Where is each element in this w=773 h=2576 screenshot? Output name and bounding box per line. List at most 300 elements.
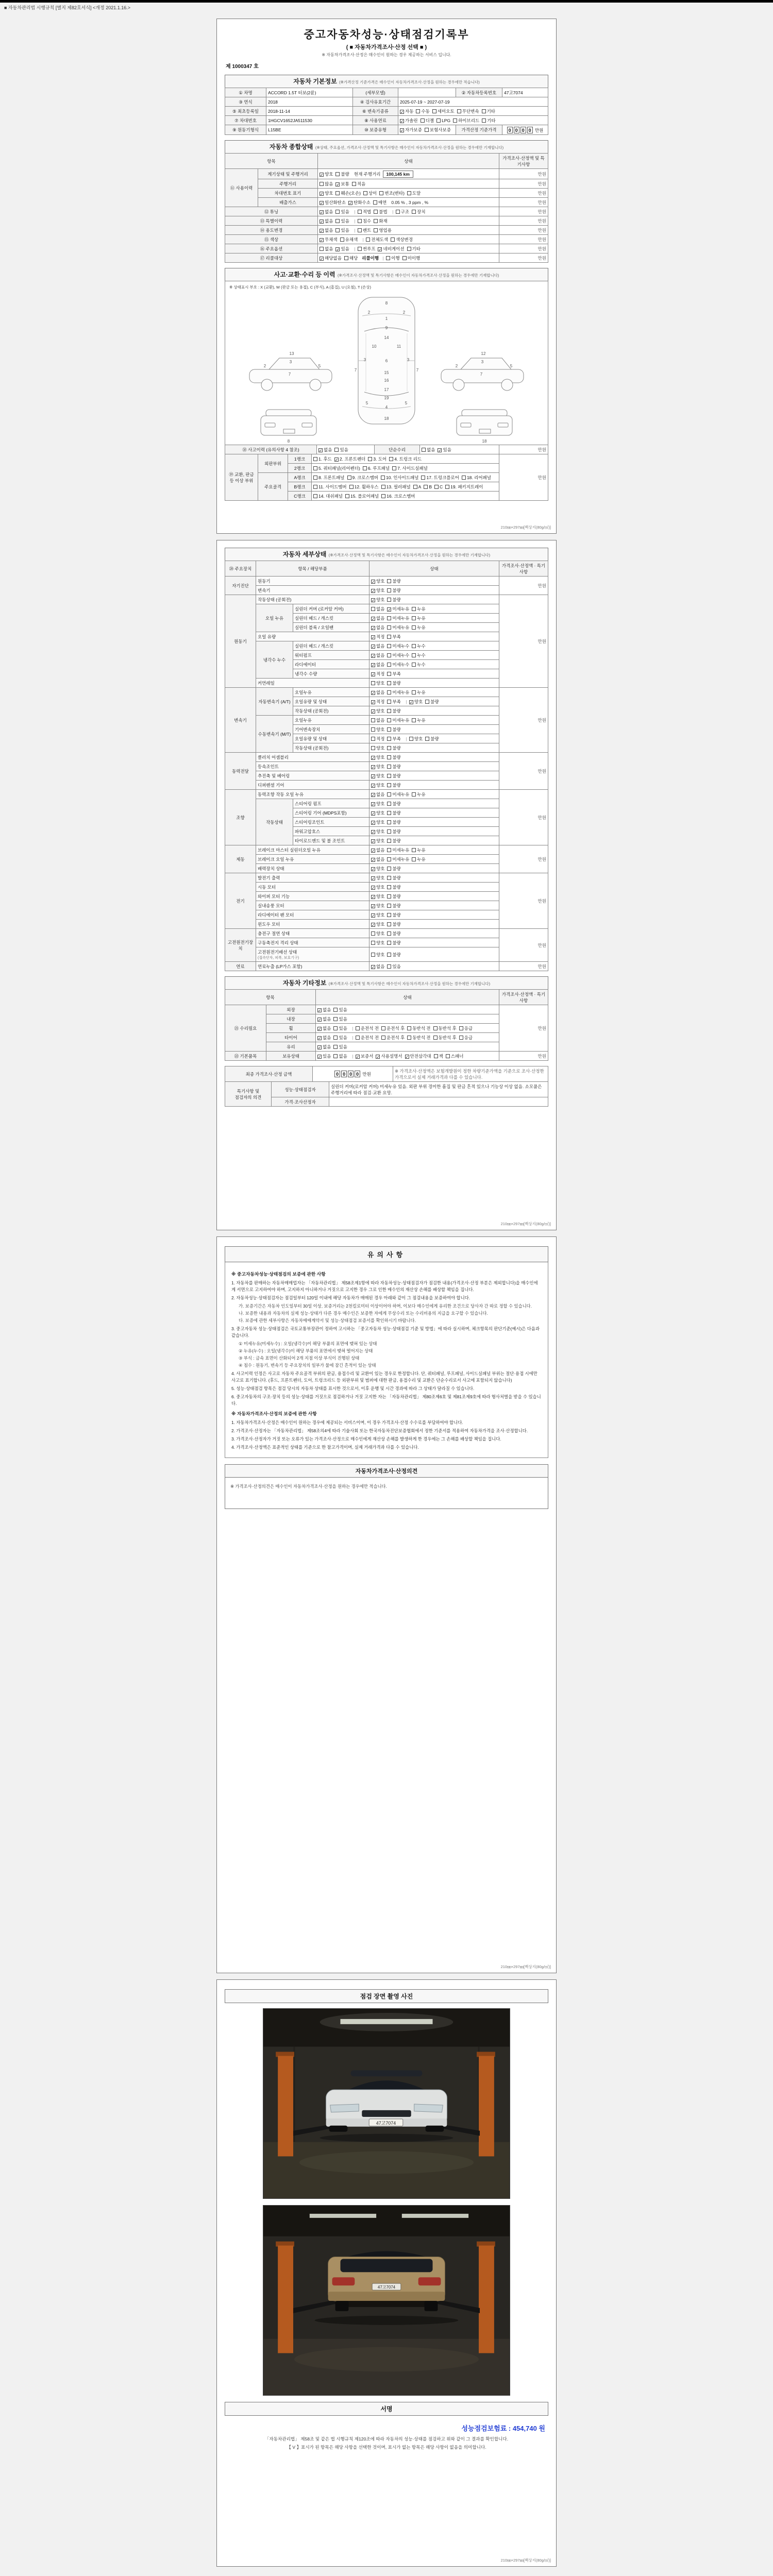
checkbox-icon[interactable]: [407, 191, 411, 195]
checkbox-icon[interactable]: [412, 644, 416, 648]
checkbox-icon[interactable]: ✓: [372, 848, 375, 853]
checkbox-icon[interactable]: ✓: [320, 256, 324, 261]
checkbox-option[interactable]: 미세누유: [387, 624, 409, 631]
checkbox-icon[interactable]: ✓: [372, 598, 375, 603]
checkbox-option[interactable]: ✓ 탄화수소: [349, 199, 371, 206]
checkbox-icon[interactable]: [387, 635, 391, 639]
checkbox-icon[interactable]: ✓: [376, 1054, 380, 1059]
checkbox-option[interactable]: 불량: [387, 810, 400, 816]
checkbox-icon[interactable]: [425, 737, 429, 741]
checkbox-option[interactable]: 4. 트렁크 리드: [389, 456, 422, 462]
price-digit[interactable]: 0: [514, 127, 519, 133]
checkbox-icon[interactable]: [412, 663, 416, 667]
checkbox-option[interactable]: 부족: [387, 634, 400, 640]
checkbox-icon[interactable]: [320, 182, 324, 186]
price-digit[interactable]: 0: [520, 127, 526, 133]
checkbox-icon[interactable]: [407, 1036, 411, 1040]
checkbox-icon[interactable]: [313, 494, 317, 498]
checkbox-icon[interactable]: [387, 811, 391, 815]
checkbox-option[interactable]: ✓ 해당없음: [320, 255, 342, 261]
checkbox-icon[interactable]: ✓: [405, 1054, 409, 1059]
checkbox-icon[interactable]: ✓: [372, 885, 375, 890]
checkbox-option[interactable]: 누유: [412, 717, 425, 723]
checkbox-option[interactable]: 누유: [412, 791, 425, 798]
checkbox-option[interactable]: 운전석 후: [381, 1035, 405, 1041]
checkbox-option[interactable]: 부족: [387, 671, 400, 677]
checkbox-icon[interactable]: [368, 457, 372, 461]
checkbox-option[interactable]: 디젤: [421, 117, 434, 124]
checkbox-option[interactable]: ✓ 미세누유: [388, 606, 410, 612]
checkbox-option[interactable]: 19. 패키지트레이: [445, 484, 483, 490]
checkbox-icon[interactable]: ✓: [320, 191, 324, 196]
checkbox-option[interactable]: 9. 크로스멤버: [347, 474, 379, 481]
checkbox-icon[interactable]: ✓: [372, 839, 375, 844]
checkbox-option[interactable]: 불량: [387, 921, 400, 927]
checkbox-option[interactable]: 10. 인사이드패널: [381, 474, 418, 481]
checkbox-option[interactable]: 있음: [333, 1044, 347, 1050]
checkbox-option[interactable]: 동반석 후: [433, 1025, 457, 1031]
checkbox-option[interactable]: ✓ 양호: [372, 884, 385, 890]
checkbox-option[interactable]: 응급: [459, 1025, 473, 1031]
checkbox-icon[interactable]: [407, 247, 411, 251]
checkbox-icon[interactable]: [340, 238, 344, 242]
checkbox-option[interactable]: ✓ 사용설명서: [376, 1053, 402, 1059]
checkbox-option[interactable]: ✓ 없음: [372, 847, 385, 853]
checkbox-icon[interactable]: [482, 118, 486, 123]
checkbox-icon[interactable]: [356, 1036, 360, 1040]
checkbox-option[interactable]: 운전석 전: [356, 1025, 379, 1031]
checkbox-icon[interactable]: [433, 1036, 438, 1040]
checkbox-option[interactable]: ✓ 양호: [372, 708, 385, 714]
checkbox-option[interactable]: ✓ 양호: [372, 801, 385, 807]
checkbox-icon[interactable]: [387, 964, 391, 969]
checkbox-option[interactable]: 불량: [387, 903, 400, 909]
checkbox-icon[interactable]: [392, 466, 396, 470]
checkbox-icon[interactable]: [396, 210, 400, 214]
checkbox-option[interactable]: 13. 필러패널: [381, 484, 411, 490]
checkbox-icon[interactable]: [387, 681, 391, 685]
checkbox-icon[interactable]: [366, 238, 370, 242]
checkbox-option[interactable]: ✓ 없음: [372, 662, 385, 668]
checkbox-icon[interactable]: [387, 839, 391, 843]
checkbox-option[interactable]: ✓ 보통: [336, 181, 349, 187]
checkbox-icon[interactable]: [379, 191, 383, 195]
checkbox-option[interactable]: 불량: [387, 680, 400, 686]
checkbox-option[interactable]: ✓ 양호: [372, 578, 385, 584]
checkbox-icon[interactable]: [371, 953, 375, 957]
checkbox-option[interactable]: 많음: [320, 181, 333, 187]
checkbox-option[interactable]: C: [434, 484, 443, 489]
checkbox-option[interactable]: 동반석 전: [407, 1035, 430, 1041]
checkbox-icon[interactable]: [446, 1054, 450, 1058]
price-digit[interactable]: 0: [341, 1071, 347, 1077]
checkbox-icon[interactable]: [387, 931, 391, 936]
checkbox-icon[interactable]: [374, 219, 378, 223]
checkbox-option[interactable]: 부족: [387, 699, 400, 705]
checkbox-icon[interactable]: [387, 913, 391, 917]
checkbox-icon[interactable]: ✓: [372, 904, 375, 909]
checkbox-icon[interactable]: [459, 1036, 463, 1040]
checkbox-icon[interactable]: [358, 219, 362, 223]
checkbox-icon[interactable]: [387, 867, 391, 871]
checkbox-option[interactable]: ✓ 없음: [320, 218, 333, 224]
checkbox-icon[interactable]: ✓: [372, 867, 375, 872]
checkbox-icon[interactable]: [387, 588, 391, 592]
checkbox-icon[interactable]: ✓: [372, 663, 375, 668]
checkbox-option[interactable]: 7. 사이드실패널: [392, 465, 428, 471]
checkbox-option[interactable]: ✓ 없음: [372, 689, 385, 696]
checkbox-option[interactable]: 미세누수: [387, 652, 409, 658]
checkbox-option[interactable]: 불량: [387, 930, 400, 937]
checkbox-option[interactable]: 누수: [412, 662, 425, 668]
checkbox-icon[interactable]: ✓: [372, 913, 375, 918]
checkbox-option[interactable]: 18. 리어패널: [462, 474, 491, 481]
checkbox-icon[interactable]: [371, 681, 375, 685]
checkbox-option[interactable]: 적정: [371, 736, 384, 742]
checkbox-icon[interactable]: [333, 1008, 338, 1012]
checkbox-icon[interactable]: [387, 820, 391, 824]
checkbox-option[interactable]: ✓ 양호: [372, 782, 385, 788]
checkbox-option[interactable]: ✓ 양호: [372, 875, 385, 881]
checkbox-option[interactable]: A: [413, 484, 422, 489]
checkbox-option[interactable]: 불량: [387, 597, 400, 603]
checkbox-icon[interactable]: [412, 607, 416, 611]
checkbox-icon[interactable]: [363, 466, 367, 470]
checkbox-option[interactable]: 불량: [425, 699, 439, 705]
checkbox-option[interactable]: 색상변경: [391, 236, 413, 243]
checkbox-icon[interactable]: ✓: [372, 616, 375, 621]
checkbox-icon[interactable]: [424, 485, 428, 489]
checkbox-icon[interactable]: [387, 690, 391, 694]
checkbox-option[interactable]: 잭: [434, 1053, 443, 1059]
checkbox-option[interactable]: 있음: [333, 1035, 347, 1041]
checkbox-icon[interactable]: ✓: [334, 457, 339, 462]
checkbox-icon[interactable]: ✓: [320, 219, 324, 224]
checkbox-option[interactable]: B: [424, 484, 432, 489]
checkbox-option[interactable]: 영업용: [374, 227, 392, 233]
checkbox-option[interactable]: 유채색: [340, 236, 358, 243]
checkbox-option[interactable]: 불량: [387, 578, 400, 584]
checkbox-icon[interactable]: [335, 210, 340, 214]
checkbox-icon[interactable]: [387, 644, 391, 648]
checkbox-option[interactable]: 양호: [371, 745, 384, 751]
checkbox-option[interactable]: 불량: [387, 875, 400, 881]
checkbox-option[interactable]: 미세누유: [387, 856, 409, 862]
checkbox-icon[interactable]: [432, 109, 436, 113]
checkbox-icon[interactable]: [412, 616, 416, 620]
checkbox-option[interactable]: 전체도색: [366, 236, 388, 243]
checkbox-option[interactable]: ✓ 없음: [318, 1007, 331, 1013]
checkbox-icon[interactable]: [387, 922, 391, 926]
checkbox-option[interactable]: 양호: [409, 736, 423, 742]
checkbox-option[interactable]: ✓ 양호: [372, 597, 385, 603]
checkbox-option[interactable]: 미세누유: [387, 615, 409, 621]
checkbox-option[interactable]: ✓ 없음: [318, 1025, 331, 1031]
checkbox-option[interactable]: ✓ 네비게이션: [378, 246, 405, 252]
checkbox-option[interactable]: 불량: [335, 171, 349, 177]
checkbox-icon[interactable]: ✓: [372, 811, 375, 816]
checkbox-icon[interactable]: ✓: [372, 700, 375, 705]
checkbox-icon[interactable]: [387, 653, 391, 657]
checkbox-option[interactable]: ✓ 양호: [372, 921, 385, 927]
checkbox-option[interactable]: ✓ 없음: [318, 1016, 331, 1022]
checkbox-option[interactable]: 운전석 후: [381, 1025, 405, 1031]
checkbox-option[interactable]: ✓ 적정: [372, 634, 385, 640]
checkbox-option[interactable]: ✓ 없음: [318, 1044, 331, 1050]
price-digit[interactable]: 0: [334, 1071, 340, 1077]
checkbox-icon[interactable]: ✓: [400, 109, 404, 114]
checkbox-option[interactable]: 양호: [371, 940, 384, 946]
checkbox-icon[interactable]: [387, 663, 391, 667]
price-digit[interactable]: 0: [527, 127, 533, 133]
checkbox-icon[interactable]: ✓: [318, 1036, 322, 1041]
checkbox-option[interactable]: 동반석 전: [407, 1025, 430, 1031]
checkbox-icon[interactable]: [333, 1054, 338, 1058]
checkbox-option[interactable]: 없음: [371, 606, 384, 612]
checkbox-icon[interactable]: [421, 118, 425, 123]
checkbox-option[interactable]: ✓ 양호: [372, 912, 385, 918]
checkbox-option[interactable]: 불량: [387, 952, 400, 958]
checkbox-option[interactable]: 미세누유: [387, 689, 409, 696]
checkbox-option[interactable]: 침수: [358, 218, 371, 224]
checkbox-icon[interactable]: ✓: [372, 644, 375, 649]
checkbox-icon[interactable]: [453, 118, 457, 123]
checkbox-option[interactable]: 양호: [371, 930, 384, 937]
checkbox-icon[interactable]: ✓: [409, 700, 413, 705]
checkbox-icon[interactable]: [387, 765, 391, 769]
checkbox-option[interactable]: 없음: [320, 246, 333, 252]
checkbox-option[interactable]: ✓ 없음: [319, 447, 332, 453]
checkbox-option[interactable]: ✓ 없음: [372, 856, 385, 862]
checkbox-option[interactable]: ✓ 없음: [372, 615, 385, 621]
checkbox-icon[interactable]: [387, 672, 391, 676]
checkbox-option[interactable]: 누유: [412, 615, 425, 621]
checkbox-icon[interactable]: ✓: [400, 118, 404, 124]
checkbox-option[interactable]: 화재: [374, 218, 387, 224]
checkbox-option[interactable]: 불량: [387, 764, 400, 770]
checkbox-option[interactable]: 스패너: [446, 1053, 464, 1059]
checkbox-option[interactable]: 있음: [335, 218, 349, 224]
checkbox-icon[interactable]: [425, 128, 429, 132]
checkbox-option[interactable]: ✓ 있음: [438, 447, 451, 453]
checkbox-icon[interactable]: [381, 1026, 385, 1030]
checkbox-icon[interactable]: [434, 1054, 438, 1058]
checkbox-icon[interactable]: [333, 1026, 338, 1030]
checkbox-icon[interactable]: [387, 774, 391, 778]
checkbox-icon[interactable]: ✓: [372, 857, 375, 862]
checkbox-icon[interactable]: [391, 238, 395, 242]
checkbox-icon[interactable]: [352, 182, 356, 186]
checkbox-icon[interactable]: [482, 109, 486, 113]
checkbox-icon[interactable]: ✓: [372, 964, 375, 970]
checkbox-icon[interactable]: [387, 616, 391, 620]
checkbox-option[interactable]: 있음: [333, 1007, 347, 1013]
checkbox-option[interactable]: 없음: [333, 1053, 347, 1059]
checkbox-option[interactable]: ✓ 없음: [372, 963, 385, 970]
checkbox-icon[interactable]: [445, 485, 449, 489]
checkbox-icon[interactable]: ✓: [388, 607, 391, 612]
checkbox-option[interactable]: 훼손(오손): [335, 190, 361, 196]
checkbox-option[interactable]: ✓ 양호: [372, 893, 385, 900]
checkbox-option[interactable]: 미세누유: [387, 791, 409, 798]
checkbox-icon[interactable]: [358, 210, 362, 214]
checkbox-option[interactable]: 상이: [363, 190, 377, 196]
checkbox-icon[interactable]: [387, 829, 391, 834]
checkbox-option[interactable]: 미세누유: [387, 847, 409, 853]
checkbox-icon[interactable]: [371, 727, 375, 732]
checkbox-icon[interactable]: [373, 200, 377, 205]
checkbox-icon[interactable]: ✓: [349, 200, 352, 206]
checkbox-option[interactable]: 적법: [358, 209, 371, 215]
checkbox-option[interactable]: 불법: [374, 209, 387, 215]
checkbox-option[interactable]: 불량: [387, 708, 400, 714]
checkbox-icon[interactable]: [371, 718, 375, 722]
checkbox-option[interactable]: ✓ 자동: [400, 108, 414, 114]
checkbox-icon[interactable]: [371, 607, 375, 611]
checkbox-option[interactable]: 보험사보증: [425, 127, 451, 133]
checkbox-option[interactable]: 6. 루프패널: [363, 465, 390, 471]
checkbox-icon[interactable]: [387, 904, 391, 908]
checkbox-icon[interactable]: ✓: [320, 172, 324, 177]
checkbox-option[interactable]: 해당: [344, 255, 358, 261]
checkbox-icon[interactable]: [374, 228, 378, 232]
checkbox-icon[interactable]: [387, 755, 391, 759]
checkbox-option[interactable]: 5. 쿼터패널(리어펜더): [313, 465, 360, 471]
checkbox-icon[interactable]: ✓: [318, 1017, 322, 1022]
checkbox-icon[interactable]: [371, 746, 375, 750]
checkbox-option[interactable]: 누유: [412, 847, 425, 853]
checkbox-option[interactable]: 누수: [412, 652, 425, 658]
checkbox-option[interactable]: ✓ 없음: [320, 227, 333, 233]
checkbox-icon[interactable]: [387, 709, 391, 713]
checkbox-option[interactable]: ✓ 없음: [320, 209, 333, 215]
checkbox-icon[interactable]: ✓: [372, 774, 375, 779]
checkbox-icon[interactable]: ✓: [318, 1008, 322, 1013]
checkbox-icon[interactable]: [335, 191, 340, 195]
checkbox-option[interactable]: ✓ 양호: [372, 828, 385, 835]
checkbox-option[interactable]: 기타: [482, 117, 495, 124]
checkbox-icon[interactable]: ✓: [372, 783, 375, 788]
checkbox-icon[interactable]: [371, 931, 375, 936]
checkbox-icon[interactable]: ✓: [318, 1026, 322, 1031]
checkbox-icon[interactable]: [407, 1026, 411, 1030]
checkbox-icon[interactable]: [363, 191, 367, 195]
checkbox-option[interactable]: ✓ 양호: [372, 587, 385, 594]
checkbox-option[interactable]: 양호: [371, 680, 384, 686]
checkbox-icon[interactable]: ✓: [372, 765, 375, 770]
checkbox-icon[interactable]: ✓: [336, 247, 340, 252]
checkbox-icon[interactable]: ✓: [320, 228, 324, 233]
checkbox-option[interactable]: 적음: [352, 181, 365, 187]
checkbox-icon[interactable]: [412, 625, 416, 630]
checkbox-icon[interactable]: ✓: [319, 448, 323, 453]
checkbox-icon[interactable]: [387, 941, 391, 945]
checkbox-option[interactable]: 매연: [373, 199, 386, 206]
checkbox-option[interactable]: 양호: [371, 952, 384, 958]
checkbox-icon[interactable]: [333, 1017, 338, 1021]
checkbox-icon[interactable]: [313, 485, 317, 489]
checkbox-option[interactable]: 동반석 후: [433, 1035, 457, 1041]
checkbox-icon[interactable]: ✓: [336, 182, 340, 187]
checkbox-icon[interactable]: ✓: [372, 829, 375, 835]
checkbox-option[interactable]: 도말: [407, 190, 421, 196]
checkbox-icon[interactable]: [387, 700, 391, 704]
checkbox-option[interactable]: 누수: [412, 643, 425, 649]
checkbox-icon[interactable]: ✓: [320, 210, 324, 215]
checkbox-option[interactable]: 세미오토: [432, 108, 455, 114]
checkbox-icon[interactable]: [387, 579, 391, 583]
checkbox-icon[interactable]: [381, 494, 385, 498]
checkbox-icon[interactable]: [433, 1026, 438, 1030]
checkbox-icon[interactable]: ✓: [320, 238, 324, 243]
checkbox-option[interactable]: ✓ 양호: [372, 754, 385, 760]
checkbox-icon[interactable]: ✓: [372, 922, 375, 927]
checkbox-option[interactable]: ✓ 보증서: [356, 1053, 374, 1059]
checkbox-icon[interactable]: ✓: [438, 448, 442, 453]
checkbox-option[interactable]: ✓ 가솔린: [400, 117, 418, 124]
checkbox-icon[interactable]: [347, 476, 351, 480]
checkbox-option[interactable]: LPG: [436, 118, 450, 123]
checkbox-option[interactable]: 미이행: [402, 255, 421, 261]
checkbox-option[interactable]: 있음: [333, 1025, 347, 1031]
checkbox-icon[interactable]: ✓: [372, 579, 375, 584]
checkbox-icon[interactable]: [387, 848, 391, 852]
checkbox-icon[interactable]: [412, 210, 416, 214]
checkbox-icon[interactable]: ✓: [372, 672, 375, 677]
checkbox-option[interactable]: 17. 트렁크플로어: [421, 474, 459, 481]
checkbox-option[interactable]: 있음: [334, 447, 348, 453]
checkbox-icon[interactable]: [459, 1026, 463, 1030]
checkbox-icon[interactable]: ✓: [372, 709, 375, 714]
checkbox-icon[interactable]: ✓: [372, 820, 375, 825]
checkbox-icon[interactable]: [387, 746, 391, 750]
checkbox-option[interactable]: ✓ 안전삼각대: [405, 1053, 431, 1059]
checkbox-option[interactable]: 불량: [387, 912, 400, 918]
checkbox-icon[interactable]: [416, 109, 420, 113]
checkbox-option[interactable]: 썬루프: [358, 246, 376, 252]
checkbox-icon[interactable]: [409, 737, 413, 741]
checkbox-icon[interactable]: [412, 848, 416, 852]
checkbox-option[interactable]: 불량: [425, 736, 439, 742]
checkbox-icon[interactable]: [387, 953, 391, 957]
checkbox-icon[interactable]: [387, 737, 391, 741]
checkbox-icon[interactable]: [335, 172, 340, 176]
checkbox-icon[interactable]: [371, 737, 375, 741]
checkbox-icon[interactable]: [387, 783, 391, 787]
checkbox-icon[interactable]: [381, 1036, 385, 1040]
checkbox-icon[interactable]: [462, 476, 466, 480]
checkbox-icon[interactable]: [381, 485, 385, 489]
checkbox-icon[interactable]: ✓: [372, 755, 375, 760]
checkbox-option[interactable]: ✓ 있음: [318, 1053, 331, 1059]
checkbox-option[interactable]: 이행: [386, 255, 399, 261]
checkbox-option[interactable]: ✓ 2. 프론트펜더: [334, 456, 366, 462]
checkbox-option[interactable]: 누유: [412, 856, 425, 862]
checkbox-option[interactable]: 불량: [387, 801, 400, 807]
checkbox-icon[interactable]: [334, 448, 339, 452]
checkbox-option[interactable]: ✓ 적정: [372, 699, 385, 705]
checkbox-icon[interactable]: [386, 256, 390, 260]
checkbox-option[interactable]: ✓ 자가보증: [400, 127, 422, 133]
checkbox-option[interactable]: 불량: [387, 819, 400, 825]
checkbox-option[interactable]: 렌트: [358, 227, 371, 233]
checkbox-icon[interactable]: [412, 653, 416, 657]
checkbox-icon[interactable]: ✓: [372, 802, 375, 807]
checkbox-icon[interactable]: [389, 457, 393, 461]
checkbox-option[interactable]: 하이브리드: [453, 117, 479, 124]
checkbox-icon[interactable]: [387, 876, 391, 880]
checkbox-icon[interactable]: [387, 857, 391, 861]
